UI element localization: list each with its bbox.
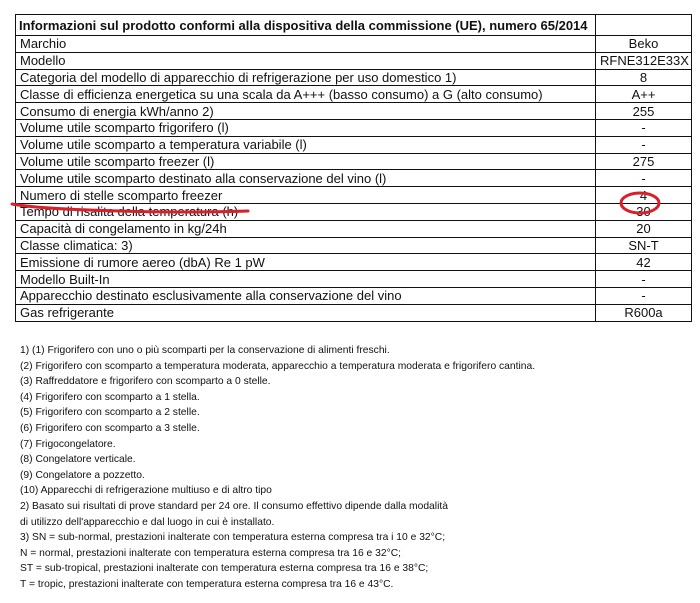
- row-value: R600a: [596, 304, 692, 321]
- row-label: Apparecchio destinato esclusivamente alla conservazione del vino: [16, 287, 596, 304]
- table-row: [16, 220, 692, 237]
- footnote-line: 1) (1) Frigorifero con uno o più scomparti per la conservazione di alimenti freschi.: [20, 345, 390, 356]
- row-value: 255: [596, 103, 692, 120]
- row-label: Categoria del modello di apparecchio di refrigerazione per uso domestico 1): [16, 69, 596, 86]
- table-header-row: [16, 15, 692, 36]
- table-row: [16, 271, 692, 288]
- row-value: 30: [596, 203, 692, 220]
- footnote-line: (10) Apparecchi di refrigerazione multiuso e di altro tipo: [20, 485, 272, 497]
- table-row: [16, 203, 692, 220]
- table-row: [16, 136, 692, 153]
- footnote-line: 3) SN = sub-normal, prestazioni inalterate con temperatura esterna compresa tra i 10 e 32°C;: [20, 532, 446, 544]
- table-row: [16, 86, 692, 103]
- footnote-line: di utilizzo dell'apparecchio e dal luogo in cui è installato.: [20, 516, 275, 528]
- footnote-line: (7) Frigocongelatore.: [20, 438, 116, 450]
- row-value: -: [596, 170, 692, 187]
- row-value: -: [596, 271, 692, 288]
- footnote-line: (2) Frigorifero con scomparto a temperatura moderata, apparecchio a temperatura moderata e frigorifero cantina.: [20, 360, 536, 372]
- footnote-line: (4) Frigorifero con scomparto a 1 stella.: [20, 391, 200, 403]
- row-label: Modello: [16, 52, 596, 69]
- table-row: [16, 287, 692, 304]
- footnote-line: T = tropic, prestazioni inalterate con temperatura esterna compresa tra 16 e 43°C.: [20, 578, 394, 590]
- row-value: SN-T: [596, 237, 692, 254]
- row-label: Capacità di congelamento in kg/24h: [16, 220, 596, 237]
- row-label: Classe di efficienza energetica su una scala da A+++ (basso consumo) a G (alto consumo): [16, 86, 596, 103]
- row-value: -: [596, 287, 692, 304]
- row-value: -: [596, 136, 692, 153]
- row-label: Consumo di energia kWh/anno 2): [16, 103, 596, 120]
- product-info-table: [15, 14, 692, 322]
- row-value: 20: [596, 220, 692, 237]
- row-label: Gas refrigerante: [16, 304, 596, 321]
- table-title: Informazioni sul prodotto conformi alla dispositiva della commissione (UE), numero 65/2014: [16, 15, 596, 36]
- row-label: Emissione di rumore aereo (dbA) Re 1 pW: [16, 254, 596, 271]
- footnote-line: (3) Raffreddatore e frigorifero con scomparto a 0 stelle.: [20, 376, 271, 388]
- row-value: A++: [596, 86, 692, 103]
- table-header-empty-cell: [596, 15, 692, 36]
- table-row: [16, 69, 692, 86]
- row-label: Volume utile scomparto a temperatura variabile (l): [16, 136, 596, 153]
- row-value: 275: [596, 153, 692, 170]
- row-label: Volume utile scomparto freezer (l): [16, 153, 596, 170]
- table-row: [16, 119, 692, 136]
- row-label: Volume utile scomparto destinato alla conservazione del vino (l): [16, 170, 596, 187]
- row-value: RFNE312E33X: [596, 52, 692, 69]
- row-label: Volume utile scomparto frigorifero (l): [16, 119, 596, 136]
- table-row: [16, 103, 692, 120]
- footnote-line: ST = sub-tropical, prestazioni inalterate con temperatura esterna compresa tra 16 e 38°C;: [20, 563, 429, 575]
- footnote-line: (9) Congelatore a pozzetto.: [20, 469, 145, 481]
- table-row: [16, 170, 692, 187]
- row-value: -: [596, 119, 692, 136]
- footnote-line: 2) Basato sui risultati di prove standard per 24 ore. Il consumo effettivo dipende dalla modalità: [20, 500, 448, 512]
- footnote-line: (5) Frigorifero con scomparto a 2 stelle.: [20, 407, 200, 419]
- row-value: 8: [596, 69, 692, 86]
- row-label: Marchio: [16, 36, 596, 53]
- footnotes: [20, 343, 680, 593]
- table-row: [16, 304, 692, 321]
- row-value: Beko: [596, 36, 692, 53]
- table-row: [16, 237, 692, 254]
- row-label: Modello Built-In: [16, 271, 596, 288]
- footnote-line: (6) Frigorifero con scomparto a 3 stelle.: [20, 422, 200, 434]
- table-row: [16, 254, 692, 271]
- table-row: [16, 36, 692, 53]
- row-label: Numero di stelle scomparto freezer: [16, 187, 596, 204]
- row-value: 42: [596, 254, 692, 271]
- table-row: [16, 52, 692, 69]
- table-row: [16, 153, 692, 170]
- footnote-line: (8) Congelatore verticale.: [20, 454, 136, 466]
- row-label: Classe climatica: 3): [16, 237, 596, 254]
- row-value: 4: [596, 187, 692, 204]
- table-row: [16, 187, 692, 204]
- row-label: Tempo di risalita della temperatura (h): [16, 203, 596, 220]
- footnote-line: N = normal, prestazioni inalterate con temperatura esterna compresa tra 16 e 32°C;: [20, 547, 402, 559]
